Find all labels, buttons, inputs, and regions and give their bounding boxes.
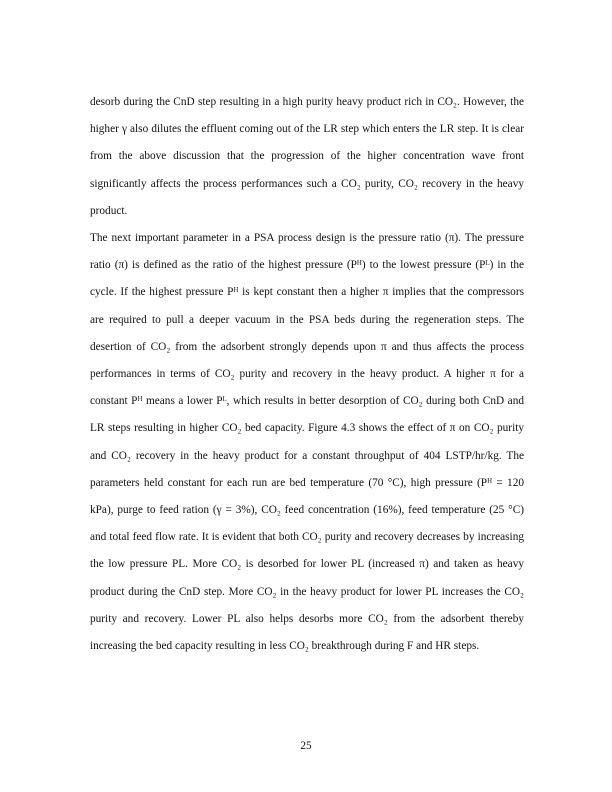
paragraph-1: desorb during the CnD step resulting in a high purity heavy product rich in CO₂. However, the higher γ also dilutes the effluent coming out of the LR step which enters the LR step. It is clear from the above discussion that the progression of the higher concentration wave front significantly affects the process performances such a CO₂ purity, CO₂ recovery in the heavy product. [90,96,524,217]
page-number: 25 [300,740,312,752]
body-text [90,89,524,660]
paragraph-2: The next important parameter in a PSA process design is the pressure ratio (π). The pressure ratio (π) is defined as the ratio of the highest pressure (Pᴴ) to the lowest pressure (Pᴸ) in the cycle. If the highest pressure Pᴴ is kept constant then a higher π implies that the compressors are required to pull a deeper vacuum in the PSA beds during the regeneration steps. The desertion of CO₂ from the adsorbent strongly depends upon π and thus affects the process performances in terms of CO₂ purity and recovery in the heavy product. A higher π for a constant Pᴴ means a lower Pᴸ, which results in better desorption of CO₂ during both CnD and LR steps resulting in higher CO₂ bed capacity. Figure 4.3 shows the effect of π on CO₂ purity and CO₂ recovery in the heavy product for a constant throughput of 404 LSTP/hr/kg. The parameters held constant for each run are bed temperature (70 °C), high pressure (Pᴴ = 120 kPa), purge to feed ration (γ = 3%), CO₂ feed concentration (16%), feed temperature (25 °C) and total feed flow rate. It is evident that both CO₂ purity and recovery decreases by increasing the low pressure PL. More CO₂ is desorbed for lower PL (increased π) and taken as heavy product during the CnD step. More CO₂ in the heavy product for lower PL increases the CO₂ purity and recovery. Lower PL also helps desorbs more CO₂ from the adsorbent thereby increasing the bed capacity resulting in less CO₂ breakthrough during F and HR steps. [90,232,524,653]
